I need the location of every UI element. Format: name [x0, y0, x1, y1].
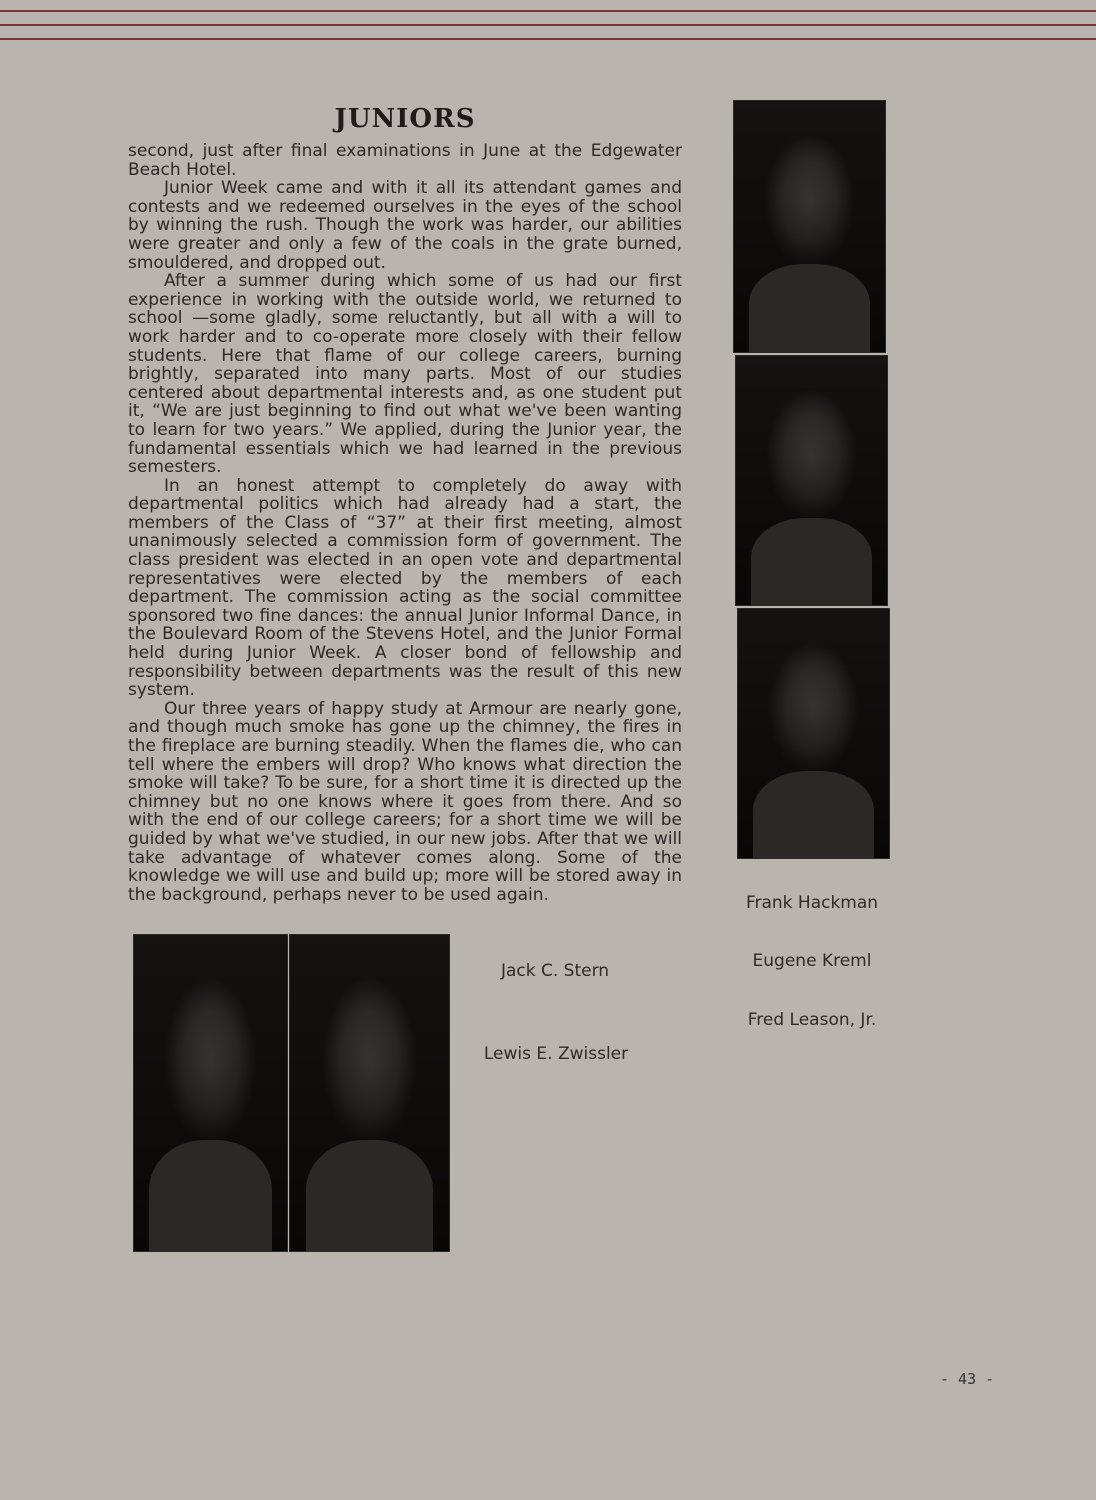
portrait-photo-kreml — [735, 355, 888, 606]
paragraph: second, just after final examinations in June at the Edgewater Beach Hotel. — [128, 141, 682, 180]
paragraph: After a summer during which some of us had our first experience in working with the outside world, we returned to school —some gladly, some reluctantly, but all with a will to work harder and to co-operate more closely with their fellow students. Here that flame of our college careers, burning brightly, separated into many parts. Most of our studies centered about departmental interests and, as one student put it, “We are just beginning to find out what we've been wanting to learn for two years.” We applied, during the Junior year, the fundamental essentials which we had learned in the previous semesters. — [128, 271, 682, 478]
portrait-photo-stern — [133, 934, 288, 1252]
header-rule — [0, 38, 1096, 40]
page-title: JUNIORS — [334, 104, 476, 134]
caption-name: Lewis E. Zwissler — [483, 1044, 629, 1064]
caption-name: Fred Leason, Jr. — [747, 1010, 877, 1030]
caption-name: Eugene Kreml — [752, 951, 872, 971]
paragraph: In an honest attempt to completely do away with departmental politics which had already had a start, the members of the Class of “37” at their first meeting, almost unanimously selected a commission form of government. The class president was elected in an open vote and departmental representatives were elected by the members of each department. The commission acting as the social committee sponsored two fine dances: the annual Junior Informal Dance, in the Boulevard Room of the Stevens Hotel, and the Junior Formal held during Junior Week. A closer bond of fellowship and responsibility between departments was the result of this new system. — [128, 475, 682, 701]
portrait-photo-zwissler — [289, 934, 450, 1252]
portrait-photo-hackman — [733, 100, 886, 353]
paragraph: Our three years of happy study at Armour are nearly gone, and though much smoke has gone up the chimney, the fires in the fireplace are burning steadily. When the flames die, who can tell where the embers will drop? Who knows what direction the smoke will take? To be sure, for a short time it is directed up the chimney but no one knows where it goes from there. And so with the end of our college careers; for a short time we will be guided by what we've studied, in our new jobs. After that we will take advantage of whatever comes along. Some of the knowledge we will use and build up; more will be stored away in the background, perhaps never to be used again. — [128, 698, 682, 905]
caption-name: Frank Hackman — [745, 893, 879, 913]
page-number: - 43 - — [940, 1370, 995, 1388]
header-rule — [0, 10, 1096, 12]
paragraph: Junior Week came and with it all its attendant games and contests and we redeemed ourselves in the eyes of the school by winning the rush. Though the work was harder, our abilities were greater and only a few of the coals in the grate burned, smouldered, and dropped out. — [128, 178, 682, 273]
portrait-photo-leason — [737, 608, 890, 859]
caption-name: Jack C. Stern — [500, 961, 610, 981]
header-rule — [0, 24, 1096, 26]
article-body — [128, 142, 682, 904]
